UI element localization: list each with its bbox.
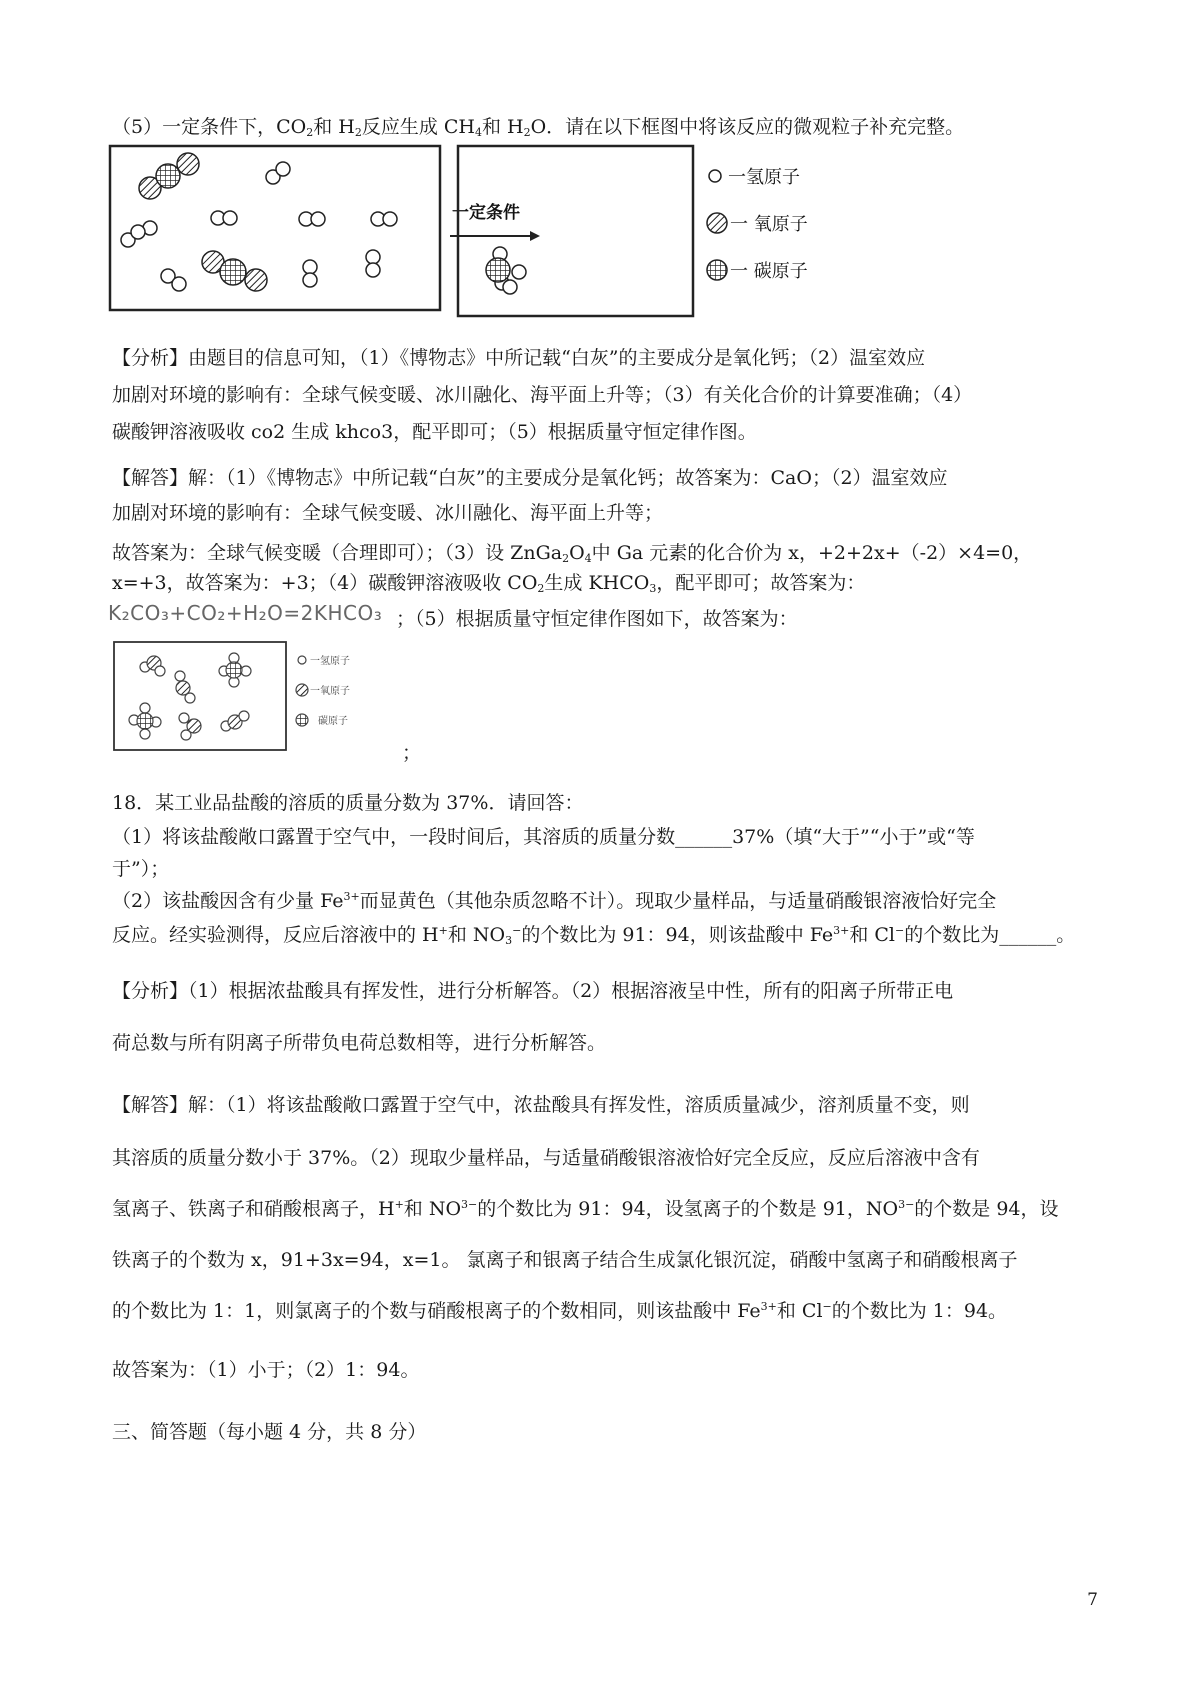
q5-text-2: 和 H	[313, 116, 355, 138]
reaction-equation-image: K₂CO₃+CO₂+H₂O=2KHCO₃	[108, 601, 383, 625]
analysis1-line-2: 加剧对环境的影响有：全球气候变暖、冰川融化、海平面上升等；（3）有关化合价的计算要准确；（4）	[112, 384, 973, 406]
legend-hydrogen	[709, 167, 800, 188]
answer1-line-3	[112, 540, 1032, 566]
svg-text:一氧原子: 一氧原子	[310, 686, 350, 697]
q18-line-3: 于”）；	[112, 858, 170, 880]
q5-sub-1: 2	[306, 126, 314, 139]
answer2-l3sup2: 3−	[461, 1198, 478, 1211]
h2-molecule-9	[371, 212, 397, 226]
co2-molecule-1	[139, 153, 199, 199]
small-legend-oxygen	[296, 684, 350, 697]
answer2-l3a: 氢离子、铁离子和硝酸根离子，H	[112, 1198, 395, 1220]
h2-molecule-5	[299, 212, 325, 226]
svg-text:一 碳原子: 一 碳原子	[730, 261, 808, 282]
answer1-end-mark: ；	[402, 742, 422, 764]
answer1-l4a: x=+3，故答案为：+3；（4）碳酸钾溶液吸收 CO	[112, 572, 538, 594]
analysis1-line-1: 【分析】由题目的信息可知，（1）《博物志》中所记载“白灰”的主要成分是氧化钙；（2）温室效应	[112, 347, 926, 369]
q5-text-1: （5）一定条件下，CO	[112, 116, 307, 138]
q5-sub-3: 4	[474, 126, 482, 139]
analysis2-line-1: 【分析】（1）根据浓盐酸具有挥发性，进行分析解答。（2）根据溶液呈中性，所有的阳离子所带正电	[112, 980, 954, 1002]
h2-molecule-1	[266, 162, 290, 184]
analysis1-line-3: 碳酸钾溶液吸收 co2 生成 khco3，配平即可；（5）根据质量守恒定律作图。	[112, 421, 757, 443]
q18-l5e: 的个数比为______。	[904, 924, 1076, 946]
small-legend-carbon	[296, 714, 348, 727]
q18-l5sup4: −	[895, 924, 905, 937]
answer2-line-5	[112, 1298, 1007, 1324]
q18-l5c: 的个数比为 91：94，则该盐酸中 Fe	[521, 924, 834, 946]
q5-text-3: 反应生成 CH	[361, 116, 475, 138]
q18-l5sup2: −	[512, 924, 522, 937]
q5-sub-2: 2	[354, 126, 362, 139]
answer2-l5sup2: −	[822, 1300, 832, 1313]
svg-text:一 氧原子: 一 氧原子	[730, 214, 808, 235]
h2-molecule-4	[121, 225, 145, 247]
page-number: 7	[1087, 1590, 1098, 1610]
svg-text:一氢原子: 一氢原子	[310, 656, 350, 667]
answer1-l4s2: 3	[649, 582, 657, 595]
q5-text-4: 和 H	[481, 116, 524, 138]
answer1-l3c: 中 Ga 元素的化合价为 x，+2+2x+（-2）×4=0，	[591, 542, 1033, 564]
small-legend-hydrogen	[298, 654, 350, 667]
q18-l5sub: 3	[505, 934, 513, 947]
q18-line-4	[112, 888, 996, 914]
water-molecule-3	[179, 713, 201, 740]
q18-l4a: （2）该盐酸因含有少量 Fe	[112, 890, 344, 912]
ch4-answer-2	[129, 703, 161, 739]
answer2-l5b: 和 Cl	[776, 1300, 823, 1322]
answer1-l4c: ，配平即可；故答案为：	[656, 572, 866, 594]
svg-text:一氢原子: 一氢原子	[728, 167, 800, 188]
ch4-answer-1	[219, 653, 251, 687]
water-molecule-1	[140, 656, 165, 676]
answer2-l3d: 的个数是 94，设	[914, 1198, 1059, 1220]
answer1-line-4	[112, 570, 865, 596]
answer2-line-2: 其溶质的质量分数小于 37%。（2）现取少量样品，与适量硝酸银溶液恰好完全反应，反应后溶液中含有	[112, 1147, 980, 1169]
answer1-l4b: 生成 KHCO	[544, 572, 650, 594]
q18-l5sup1: +	[438, 924, 448, 937]
q18-l4sup: 3+	[343, 890, 360, 903]
answer-diagram	[110, 638, 400, 758]
q18-l5sup3: 3+	[833, 924, 850, 937]
answer2-l5a: 的个数比为 1：1，则氯离子的个数与硝酸根离子的个数相同，则该盐酸中 Fe	[112, 1300, 761, 1322]
analysis2-line-2: 荷总数与所有阴离子所带负电荷总数相等，进行分析解答。	[112, 1032, 607, 1054]
answer1-l3s2: 4	[584, 552, 592, 565]
q18-line-1: 18．某工业品盐酸的溶质的质量分数为 37%．请回答：	[112, 792, 584, 814]
h2-molecule-11	[303, 260, 317, 287]
h2-molecule-3	[211, 211, 237, 225]
q18-l5a: 反应。经实验测得，反应后溶液中的 H	[112, 924, 439, 946]
answer2-line-6: 故答案为：（1）小于；（2）1：94。	[112, 1359, 420, 1381]
answer2-l5sup1: 3+	[760, 1300, 777, 1313]
answer1-l3s1: 2	[562, 552, 570, 565]
q18-l5b: 和 NO	[447, 924, 506, 946]
q18-line-5	[112, 922, 1075, 948]
svg-text:碳原子: 碳原子	[318, 716, 348, 727]
answer1-l3a: 故答案为：全球气候变暖（合理即可）；（3）设 ZnGa	[112, 542, 563, 564]
answer1-line-5: ；（5）根据质量守恒定律作图如下，故答案为：	[396, 608, 798, 630]
answer2-l3sup3: 3−	[898, 1198, 915, 1211]
water-molecule-4	[221, 711, 249, 731]
q18-line-2: （1）将该盐酸敞口露置于空气中，一段时间后，其溶质的质量分数______37%（填“大于”“小于”或“等	[112, 826, 975, 848]
answer1-l4s1: 2	[537, 582, 545, 595]
q5-intro	[112, 114, 964, 140]
answer2-l3c: 的个数比为 91：94，设氢离子的个数是 91，NO	[477, 1198, 899, 1220]
answer2-l5c: 的个数比为 1：94。	[831, 1300, 1008, 1322]
section-heading: 三、简答题（每小题 4 分，共 8 分）	[112, 1421, 427, 1443]
arrow-label: 一定条件	[452, 203, 520, 223]
q18-l4b: 而显黄色（其他杂质忽略不计）。现取少量样品，与适量硝酸银溶液恰好完全	[359, 890, 997, 912]
co2-molecule-2	[202, 251, 267, 291]
q5-text-5: O．请在以下框图中将该反应的微观粒子补充完整。	[530, 116, 965, 138]
reaction-diagram	[100, 140, 880, 320]
answer1-line-1: 【解答】解：（1）《博物志》中所记载“白灰”的主要成分是氧化钙；故答案为：CaO；（2）温室效应	[112, 467, 948, 489]
answer2-line-3	[112, 1196, 1059, 1222]
q5-sub-4: 2	[523, 126, 531, 139]
answer2-line-1: 【解答】解：（1）将该盐酸敞口露置于空气中，浓盐酸具有挥发性，溶质质量减少，溶剂质量不变，则	[112, 1094, 970, 1116]
answer2-l3sup1: +	[394, 1198, 404, 1211]
h2-molecule-12	[366, 250, 380, 277]
product-box	[458, 146, 693, 316]
q18-l5d: 和 Cl	[849, 924, 896, 946]
ch4-molecule	[486, 247, 526, 294]
water-molecule-2	[175, 671, 195, 703]
answer2-l3b: 和 NO	[403, 1198, 462, 1220]
legend-carbon	[707, 260, 808, 282]
h2-molecule-10	[161, 269, 186, 291]
answer1-line-2: 加剧对环境的影响有：全球气候变暖、冰川融化、海平面上升等；	[112, 502, 664, 524]
answer2-line-4: 铁离子的个数为 x，91+3x=94，x=1。 氯离子和银离子结合生成氯化银沉淀，硝酸中氢离子和硝酸根离子	[112, 1249, 1018, 1271]
legend-oxygen	[707, 213, 808, 235]
answer1-l3b: O	[569, 542, 585, 564]
